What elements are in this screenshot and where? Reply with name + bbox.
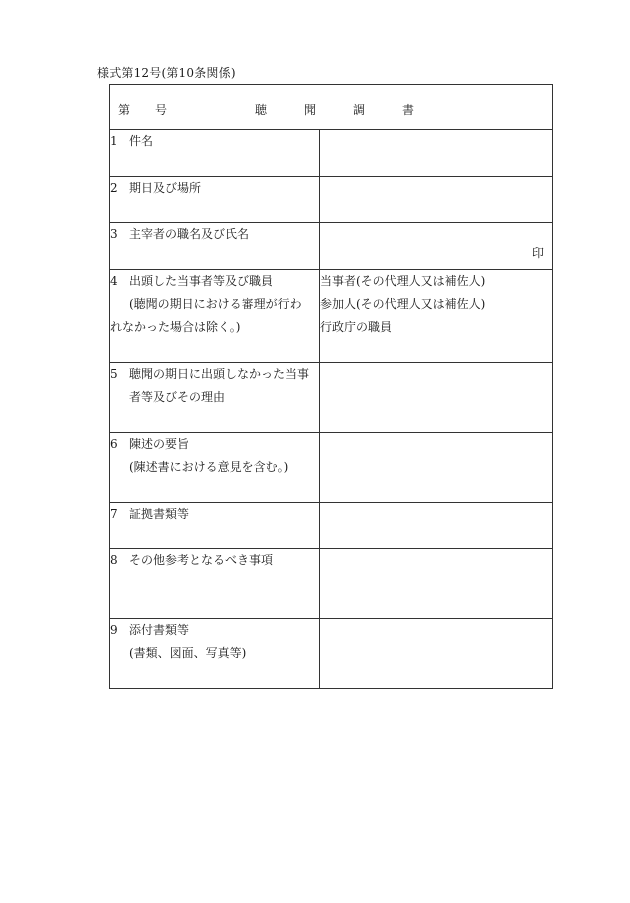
- title-char: 聴: [255, 103, 268, 117]
- item-note: (書類、図面、写真等): [129, 646, 247, 660]
- seal-mark: 印: [531, 246, 544, 260]
- row-absentees: [110, 363, 553, 433]
- row-evidence: [110, 503, 553, 549]
- form-number: 様式第12号(第10条関係): [97, 66, 236, 80]
- number-prefix: 第: [118, 103, 131, 117]
- item-label: 添付書類等: [129, 623, 190, 637]
- value-cell-attachments[interactable]: [320, 619, 553, 689]
- label-cell: [110, 130, 320, 177]
- label-cell: [110, 503, 320, 549]
- item-label: 期日及び場所: [129, 181, 202, 195]
- row-presider: [110, 223, 553, 270]
- item-number: 9: [110, 623, 118, 637]
- attendee-participant: 参加人(その代理人又は補佐人): [320, 297, 486, 311]
- title-char: 聞: [304, 103, 317, 117]
- item-number: 5: [110, 367, 118, 381]
- label-cell: [110, 363, 320, 433]
- hearing-record-table: [109, 84, 553, 689]
- item-label: 主宰者の職名及び氏名: [129, 227, 250, 241]
- value-cell-attendees[interactable]: [320, 270, 553, 363]
- header-cell: [110, 85, 553, 130]
- row-other-matters: [110, 549, 553, 619]
- item-number: 8: [110, 553, 118, 567]
- value-cell-case-name[interactable]: [320, 130, 553, 177]
- label-cell: [110, 223, 320, 270]
- title-char: 調: [353, 103, 366, 117]
- item-label: 者等及びその理由: [129, 390, 226, 404]
- row-case-name: [110, 130, 553, 177]
- row-attendees: [110, 270, 553, 363]
- record-number: [118, 101, 167, 118]
- item-label: 陳述の要旨: [129, 437, 190, 451]
- item-label: 聴聞の期日に出頭しなかった当事: [129, 367, 310, 381]
- row-date-place: [110, 177, 553, 223]
- item-note: (陳述書における意見を含む。): [129, 460, 289, 474]
- label-cell: [110, 177, 320, 223]
- label-cell: [110, 619, 320, 689]
- number-suffix: 号: [155, 103, 168, 117]
- item-label: 証拠書類等: [129, 507, 190, 521]
- label-cell: [110, 433, 320, 503]
- item-label: その他参考となるべき事項: [129, 553, 274, 567]
- value-cell-evidence[interactable]: [320, 503, 553, 549]
- attendee-party: 当事者(その代理人又は補佐人): [320, 274, 486, 288]
- value-cell-absentees[interactable]: [320, 363, 553, 433]
- value-cell-statement[interactable]: [320, 433, 553, 503]
- item-number: 4: [110, 274, 118, 288]
- row-statement: [110, 433, 553, 503]
- header-row: [110, 85, 553, 130]
- item-label: 件名: [129, 134, 154, 148]
- item-number: 2: [110, 181, 118, 195]
- item-note: れなかった場合は除く。): [110, 320, 241, 334]
- value-cell-other-matters[interactable]: [320, 549, 553, 619]
- label-cell: [110, 270, 320, 363]
- document-title: [255, 101, 451, 118]
- item-number: 1: [110, 134, 118, 148]
- attendee-staff: 行政庁の職員: [320, 320, 393, 334]
- item-number: 7: [110, 507, 118, 521]
- item-number: 3: [110, 227, 118, 241]
- item-note: (聴聞の期日における審理が行わ: [129, 297, 302, 311]
- item-label: 出頭した当事者等及び職員: [129, 274, 274, 288]
- title-char: 書: [402, 103, 415, 117]
- value-cell-presider[interactable]: [320, 223, 553, 270]
- value-cell-date-place[interactable]: [320, 177, 553, 223]
- row-attachments: [110, 619, 553, 689]
- label-cell: [110, 549, 320, 619]
- item-number: 6: [110, 437, 118, 451]
